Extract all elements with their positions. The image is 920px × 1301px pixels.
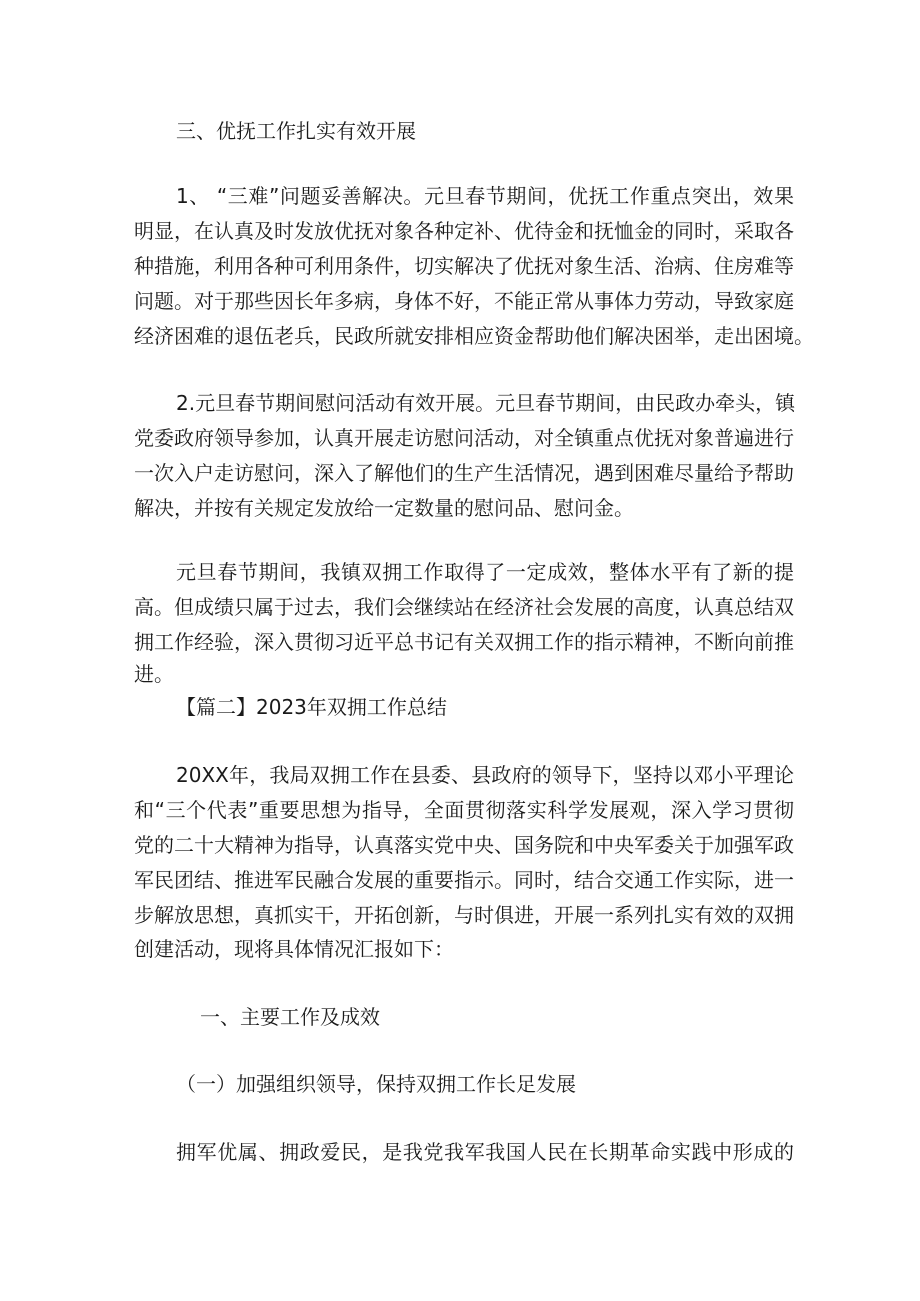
paragraph-2-line-1: 2.元旦春节期间慰问活动有效开展。元旦春节期间，由民政办牵头，镇 [176, 391, 796, 415]
paragraph-4-line-5: 步解放思想，真抓实干，开拓创新，与时俱进，开展一系列扎实有效的双拥 [134, 903, 794, 927]
paragraph-3-line-2: 高。但成绩只属于过去，我们会继续站在经济社会发展的高度，认真总结双 [134, 595, 794, 619]
paragraph-3-line-1: 元旦春节期间，我镇双拥工作取得了一定成效，整体水平有了新的提 [176, 560, 794, 584]
paragraph-2-line-2: 党委政府领导参加，认真开展走访慰问活动，对全镇重点优抚对象普遍进行 [134, 426, 794, 450]
paragraph-4-line-1: 20XX年，我局双拥工作在县委、县政府的领导下，坚持以邓小平理论 [176, 763, 794, 787]
paragraph-1-line-5: 经济困难的退伍老兵，民政所就安排相应资金帮助他们解决困举，走出困境。 [134, 324, 814, 348]
paragraph-3-line-3: 拥工作经验，深入贯彻习近平总书记有关双拥工作的指示精神，不断向前推 [134, 630, 794, 654]
paragraph-4-line-4: 军民团结、推进军民融合发展的重要指示。同时，结合交通工作实际，进一 [134, 868, 794, 892]
paragraph-2-line-3: 一次入户走访慰问，深入了解他们的生产生活情况，遇到困难尽量给予帮助 [134, 461, 794, 485]
paragraph-1-line-2: 明显，在认真及时发放优抚对象各种定补、优待金和抚恤金的同时，采取各 [134, 219, 794, 243]
section-heading-3: 三、优抚工作扎实有效开展 [176, 119, 416, 143]
paragraph-2-line-4: 解决，并按有关规定发放给一定数量的慰问品、慰问金。 [134, 496, 634, 520]
part-two-title: 【篇二】2023年双拥工作总结 [176, 695, 447, 719]
paragraph-3-line-4: 进。 [134, 662, 174, 686]
paragraph-1-line-3: 种措施，利用各种可利用条件，切实解决了优抚对象生活、治病、住房难等 [134, 254, 794, 278]
section-heading-1: 一、主要工作及成效 [200, 1005, 380, 1029]
subsection-heading-1: （一）加强组织领导，保持双拥工作长足发展 [176, 1072, 576, 1096]
paragraph-1-line-4: 问题。对于那些因长年多病，身体不好，不能正常从事体力劳动，导致家庭 [134, 289, 794, 313]
paragraph-4-line-3: 党的二十大精神为指导，认真落实党中央、国务院和中央军委关于加强军政 [134, 833, 794, 857]
paragraph-4-line-6: 创建活动，现将具体情况汇报如下： [134, 937, 454, 961]
paragraph-4-line-2: 和“三个代表”重要思想为指导，全面贯彻落实科学发展观，深入学习贯彻 [134, 798, 794, 822]
paragraph-5-line-1: 拥军优属、拥政爱民，是我党我军我国人民在长期革命实践中形成的 [176, 1140, 794, 1164]
paragraph-1-line-1: 1、 “三难”问题妥善解决。元旦春节期间，优抚工作重点突出，效果 [176, 184, 794, 208]
